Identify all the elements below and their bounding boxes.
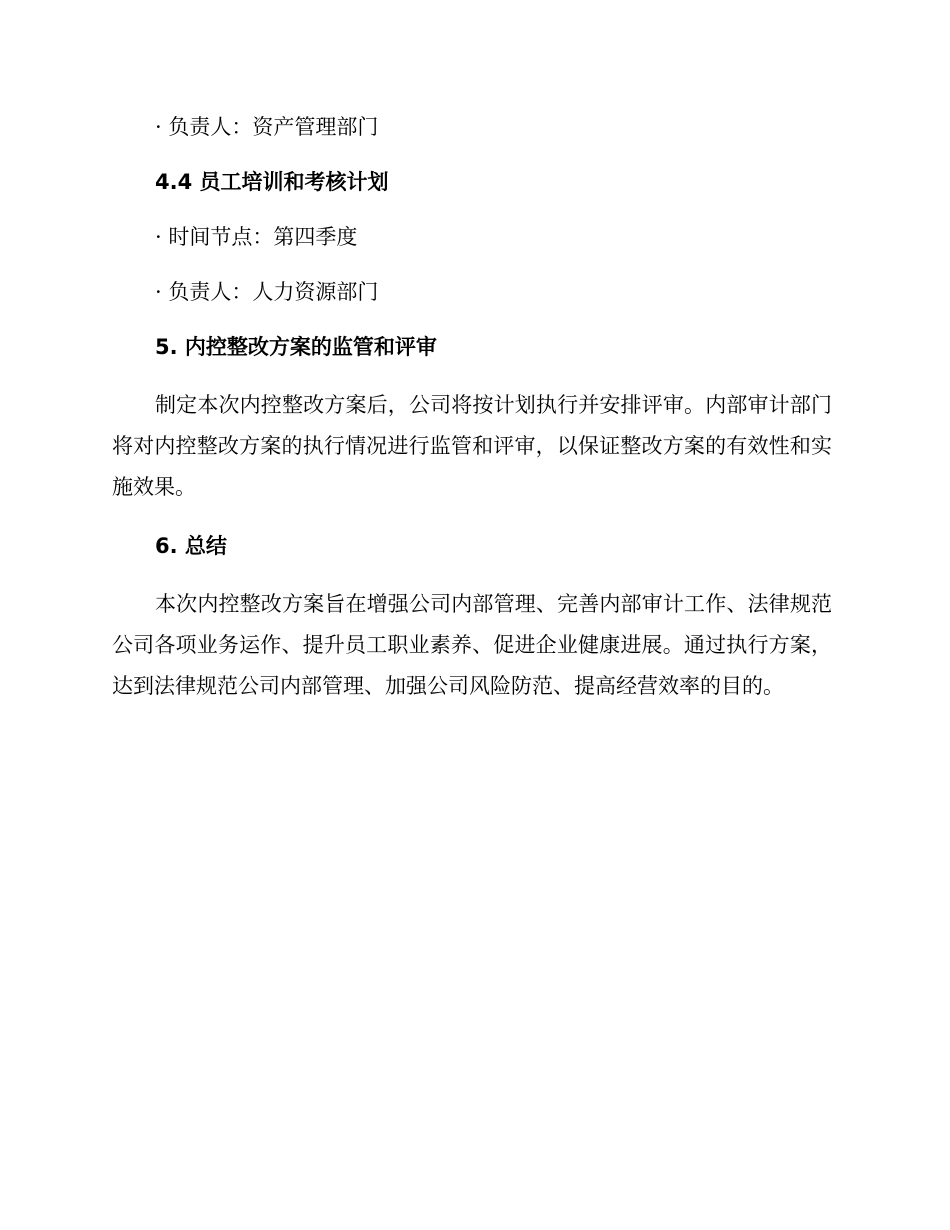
section-6-paragraph: 本次内控整改方案旨在增强公司内部管理、完善内部审计工作、法律规范公司各项业务运作、提升员工职业素养、促进企业健康进展。通过执行方案，达到法律规范公司内部管理、加强公司风险防范、提高经营效率的目的。	[112, 592, 832, 698]
bullet-time-node: · 时间节点：第四季度	[155, 225, 358, 249]
document-content	[112, 110, 832, 707]
section-4-4-heading: 4.4 员工培训和考核计划	[155, 170, 389, 194]
section-6-heading: 6. 总结	[155, 534, 227, 558]
section-5-heading: 5. 内控整改方案的监管和评审	[155, 335, 437, 359]
section-5-paragraph: 制定本次内控整改方案后，公司将按计划执行并安排评审。内部审计部门将对内控整改方案的执行情况进行监管和评审，以保证整改方案的有效性和实施效果。	[112, 393, 832, 499]
bullet-responsible-asset-dept: · 负责人：资产管理部门	[155, 115, 379, 139]
bullet-responsible-hr-dept: · 负责人：人力资源部门	[155, 280, 379, 304]
